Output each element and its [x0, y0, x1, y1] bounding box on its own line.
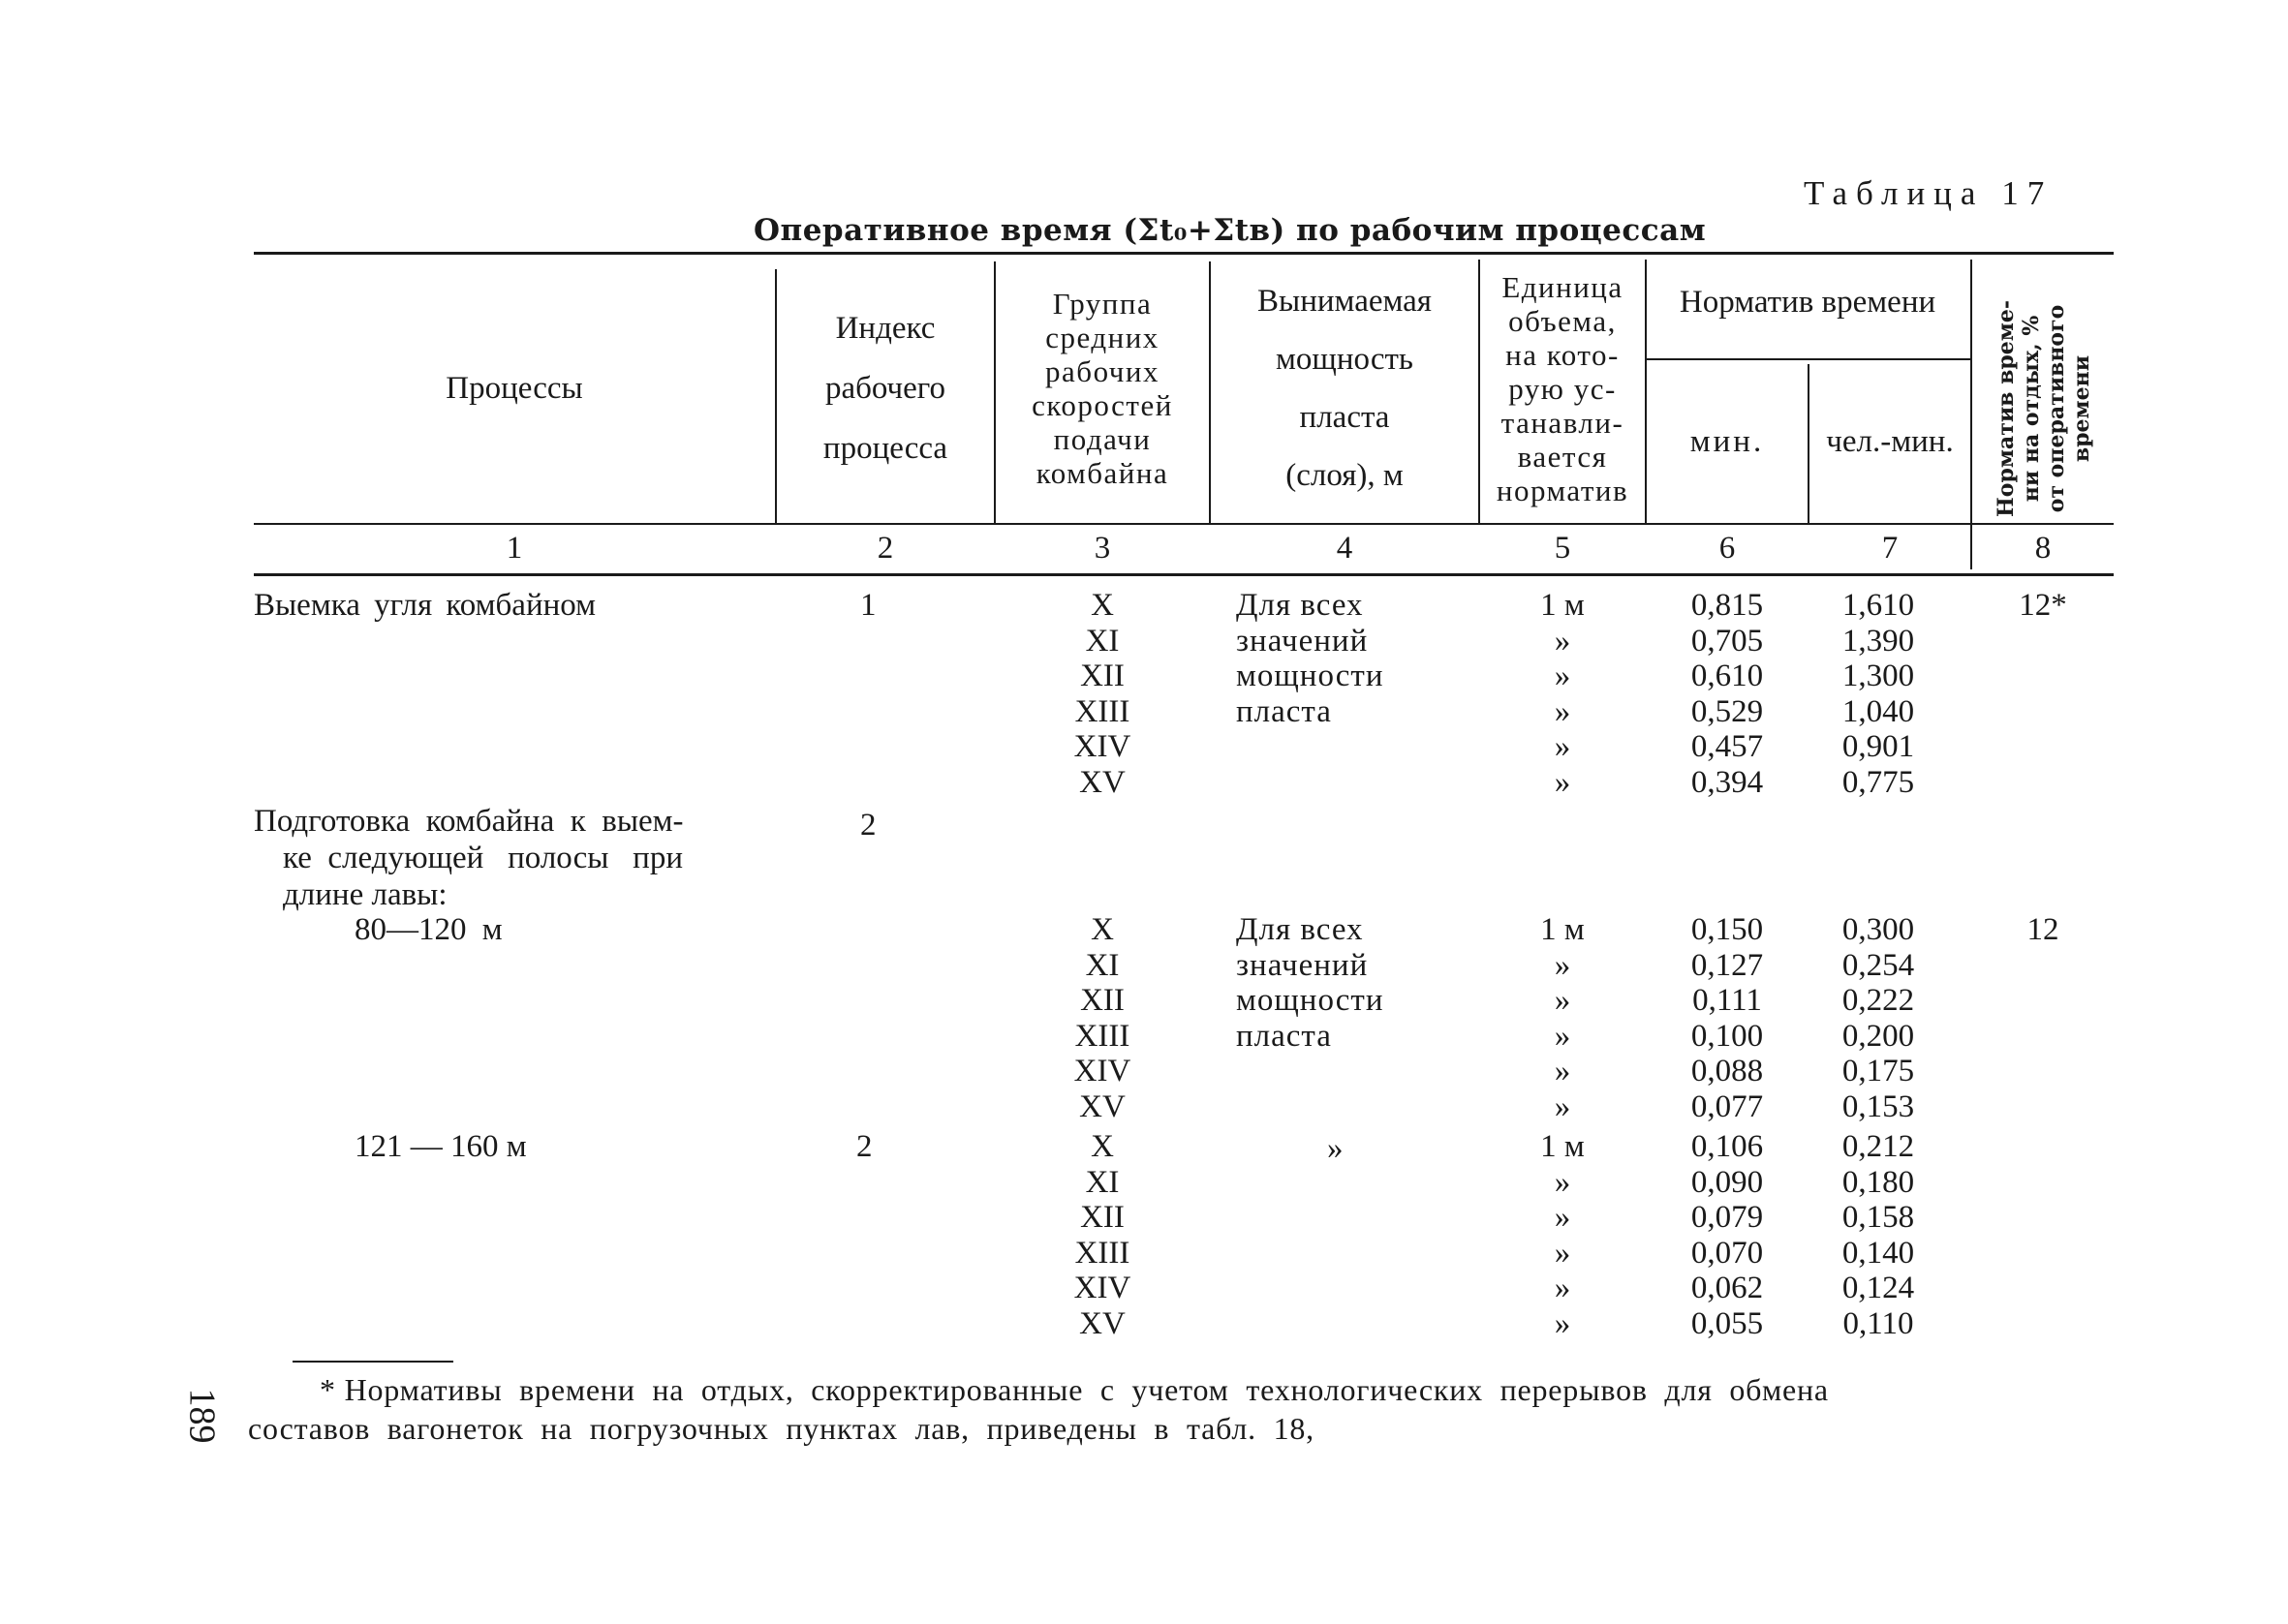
unit-cell: » — [1554, 1054, 1571, 1088]
table-number: Таблица 17 — [1804, 174, 2054, 212]
footnote-line: составов вагонеток на погрузочных пунктах лав, приведены в табл. 18, — [248, 1411, 1314, 1446]
header-divider — [1645, 260, 1647, 523]
group-cell: XV — [1079, 1088, 1126, 1124]
min-cell: 0,088 — [1690, 1054, 1764, 1088]
column-number: 1 — [506, 531, 523, 566]
header-thickness: Вынимаемая мощность пласта (слоя), м — [1257, 284, 1432, 493]
column-number: 5 — [1554, 531, 1571, 566]
manmin-cell: 0,175 — [1841, 1054, 1915, 1088]
min-cell: 0,529 — [1690, 693, 1764, 729]
min-cell: 0,610 — [1690, 659, 1764, 693]
group-cell: XIII — [1074, 1018, 1130, 1054]
min-cell: 0,457 — [1690, 729, 1764, 764]
group-cell: X — [1091, 588, 1114, 623]
group-cell: XIV — [1073, 1054, 1131, 1088]
thickness-note-line: пласта — [1236, 693, 1332, 729]
column-number: 3 — [1094, 531, 1111, 566]
process-preparation-line: длине лавы: — [283, 877, 448, 912]
thickness-note-line: мощности — [1236, 659, 1384, 693]
manmin-cell: 0,124 — [1841, 1271, 1915, 1305]
min-cell: 0,062 — [1690, 1271, 1764, 1305]
unit-cell: » — [1554, 693, 1571, 729]
header-bottom-rule — [254, 523, 2114, 525]
manmin-cell: 0,222 — [1841, 983, 1915, 1018]
manmin-cell: 0,110 — [1842, 1305, 1914, 1341]
unit-cell: » — [1554, 623, 1571, 659]
header-rest: Норматив време- ни на отдых, % от оперативного времени — [1994, 300, 2094, 518]
footnote-line: * Нормативы времени на отдых, скорректированные с учетом технологических перерывов для обмена — [320, 1372, 1829, 1407]
group-cell: XI — [1085, 1164, 1120, 1200]
group-cell: XV — [1079, 764, 1126, 800]
manmin-cell: 0,901 — [1841, 729, 1915, 764]
rest-cell: 12 — [2026, 912, 2059, 947]
unit-cell: » — [1554, 1305, 1571, 1341]
min-cell: 0,077 — [1690, 1088, 1764, 1124]
unit-cell: » — [1554, 1088, 1571, 1124]
min-cell: 0,106 — [1690, 1129, 1764, 1164]
process-length-80-120: 80—120 м — [355, 912, 503, 947]
manmin-cell: 0,775 — [1841, 764, 1915, 800]
process-index: 1 — [860, 588, 877, 623]
min-cell: 0,111 — [1692, 983, 1762, 1018]
manmin-cell: 1,610 — [1841, 588, 1915, 623]
manmin-cell: 0,153 — [1841, 1088, 1915, 1124]
group-cell: X — [1091, 912, 1114, 947]
min-cell: 0,055 — [1690, 1305, 1764, 1341]
manmin-cell: 1,040 — [1841, 693, 1915, 729]
header-norm: Норматив времени — [1679, 285, 1936, 320]
manmin-cell: 1,300 — [1841, 659, 1915, 693]
group-cell: XII — [1080, 659, 1125, 693]
table-title: Оперативное время (Σt₀+Σtв) по рабочим процессам — [754, 213, 1707, 248]
thickness-note-line: мощности — [1236, 983, 1384, 1018]
page-number: 189 — [181, 1388, 223, 1444]
min-cell: 0,100 — [1690, 1018, 1764, 1054]
thickness-ditto: » — [1327, 1131, 1344, 1166]
thickness-note-line: Для всех — [1236, 912, 1364, 947]
group-cell: X — [1091, 1129, 1114, 1164]
column-number: 7 — [1881, 531, 1899, 566]
header-divider — [994, 261, 996, 523]
column-number: 4 — [1336, 531, 1353, 566]
unit-cell: 1 м — [1540, 1129, 1585, 1164]
norm-subrule — [1647, 358, 1970, 360]
unit-cell: » — [1554, 764, 1571, 800]
header-divider — [1478, 260, 1480, 523]
header-divider — [775, 269, 777, 523]
group-cell: XIII — [1074, 693, 1130, 729]
unit-cell: » — [1554, 1200, 1571, 1235]
process-coal-extraction: Выемка угля комбайном — [254, 588, 597, 623]
unit-cell: » — [1554, 729, 1571, 764]
group-cell: XI — [1085, 623, 1120, 659]
manmin-cell: 0,212 — [1841, 1129, 1915, 1164]
min-cell: 0,394 — [1690, 764, 1764, 800]
group-cell: XII — [1080, 983, 1125, 1018]
unit-cell: » — [1554, 659, 1571, 693]
thickness-note-line: значений — [1236, 623, 1369, 659]
manmin-cell: 0,158 — [1841, 1200, 1915, 1235]
colnum-bottom-rule — [254, 573, 2114, 576]
unit-cell: » — [1554, 983, 1571, 1018]
process-preparation-line: ке следующей полосы при — [283, 841, 683, 875]
manmin-cell: 0,300 — [1841, 912, 1915, 947]
unit-cell: 1 м — [1540, 588, 1585, 623]
unit-cell: » — [1554, 1271, 1571, 1305]
process-index: 2 — [860, 808, 877, 843]
manmin-cell: 1,390 — [1841, 623, 1915, 659]
footnote-rule — [293, 1361, 453, 1363]
header-index: Индекс рабочего процесса — [822, 311, 948, 466]
header-group: Группа средних рабочих скоростей подачи комбайна — [1032, 287, 1173, 490]
header-processes: Процессы — [446, 371, 583, 406]
min-cell: 0,090 — [1690, 1164, 1764, 1200]
thickness-note-line: значений — [1236, 947, 1369, 983]
header-manmin: чел.-мин. — [1826, 424, 1954, 459]
process-index: 2 — [856, 1129, 873, 1164]
min-cell: 0,079 — [1690, 1200, 1764, 1235]
manmin-cell: 0,180 — [1841, 1164, 1915, 1200]
group-cell: XII — [1080, 1200, 1125, 1235]
manmin-cell: 0,140 — [1841, 1235, 1915, 1271]
manmin-cell: 0,254 — [1841, 947, 1915, 983]
unit-cell: » — [1554, 1164, 1571, 1200]
rest-cell: 12* — [2019, 588, 2067, 623]
header-min: мин. — [1689, 424, 1765, 459]
group-cell: XIV — [1073, 729, 1131, 764]
manmin-cell: 0,200 — [1841, 1018, 1915, 1054]
thickness-note-line: пласта — [1236, 1018, 1332, 1054]
unit-cell: » — [1554, 947, 1571, 983]
min-cell: 0,150 — [1690, 912, 1764, 947]
group-cell: XV — [1079, 1305, 1126, 1341]
process-preparation-line: Подготовка комбайна к выем- — [254, 804, 684, 839]
header-divider — [1808, 364, 1809, 523]
min-cell: 0,070 — [1690, 1235, 1764, 1271]
unit-cell: » — [1554, 1235, 1571, 1271]
column-number: 2 — [877, 531, 894, 566]
unit-cell: 1 м — [1540, 912, 1585, 947]
min-cell: 0,815 — [1690, 588, 1764, 623]
column-number: 6 — [1718, 531, 1736, 566]
group-cell: XIV — [1073, 1271, 1131, 1305]
column-number: 8 — [2034, 531, 2052, 566]
header-unit: Единица объема, на кото- рую ус- танавли- вается норматив — [1496, 269, 1629, 507]
min-cell: 0,127 — [1690, 947, 1764, 983]
group-cell: XI — [1085, 947, 1120, 983]
min-cell: 0,705 — [1690, 623, 1764, 659]
unit-cell: » — [1554, 1018, 1571, 1054]
process-length-121-160: 121 — 160 м — [355, 1129, 527, 1164]
group-cell: XIII — [1074, 1235, 1130, 1271]
header-divider — [1209, 261, 1211, 523]
thickness-note-line: Для всех — [1236, 588, 1364, 623]
